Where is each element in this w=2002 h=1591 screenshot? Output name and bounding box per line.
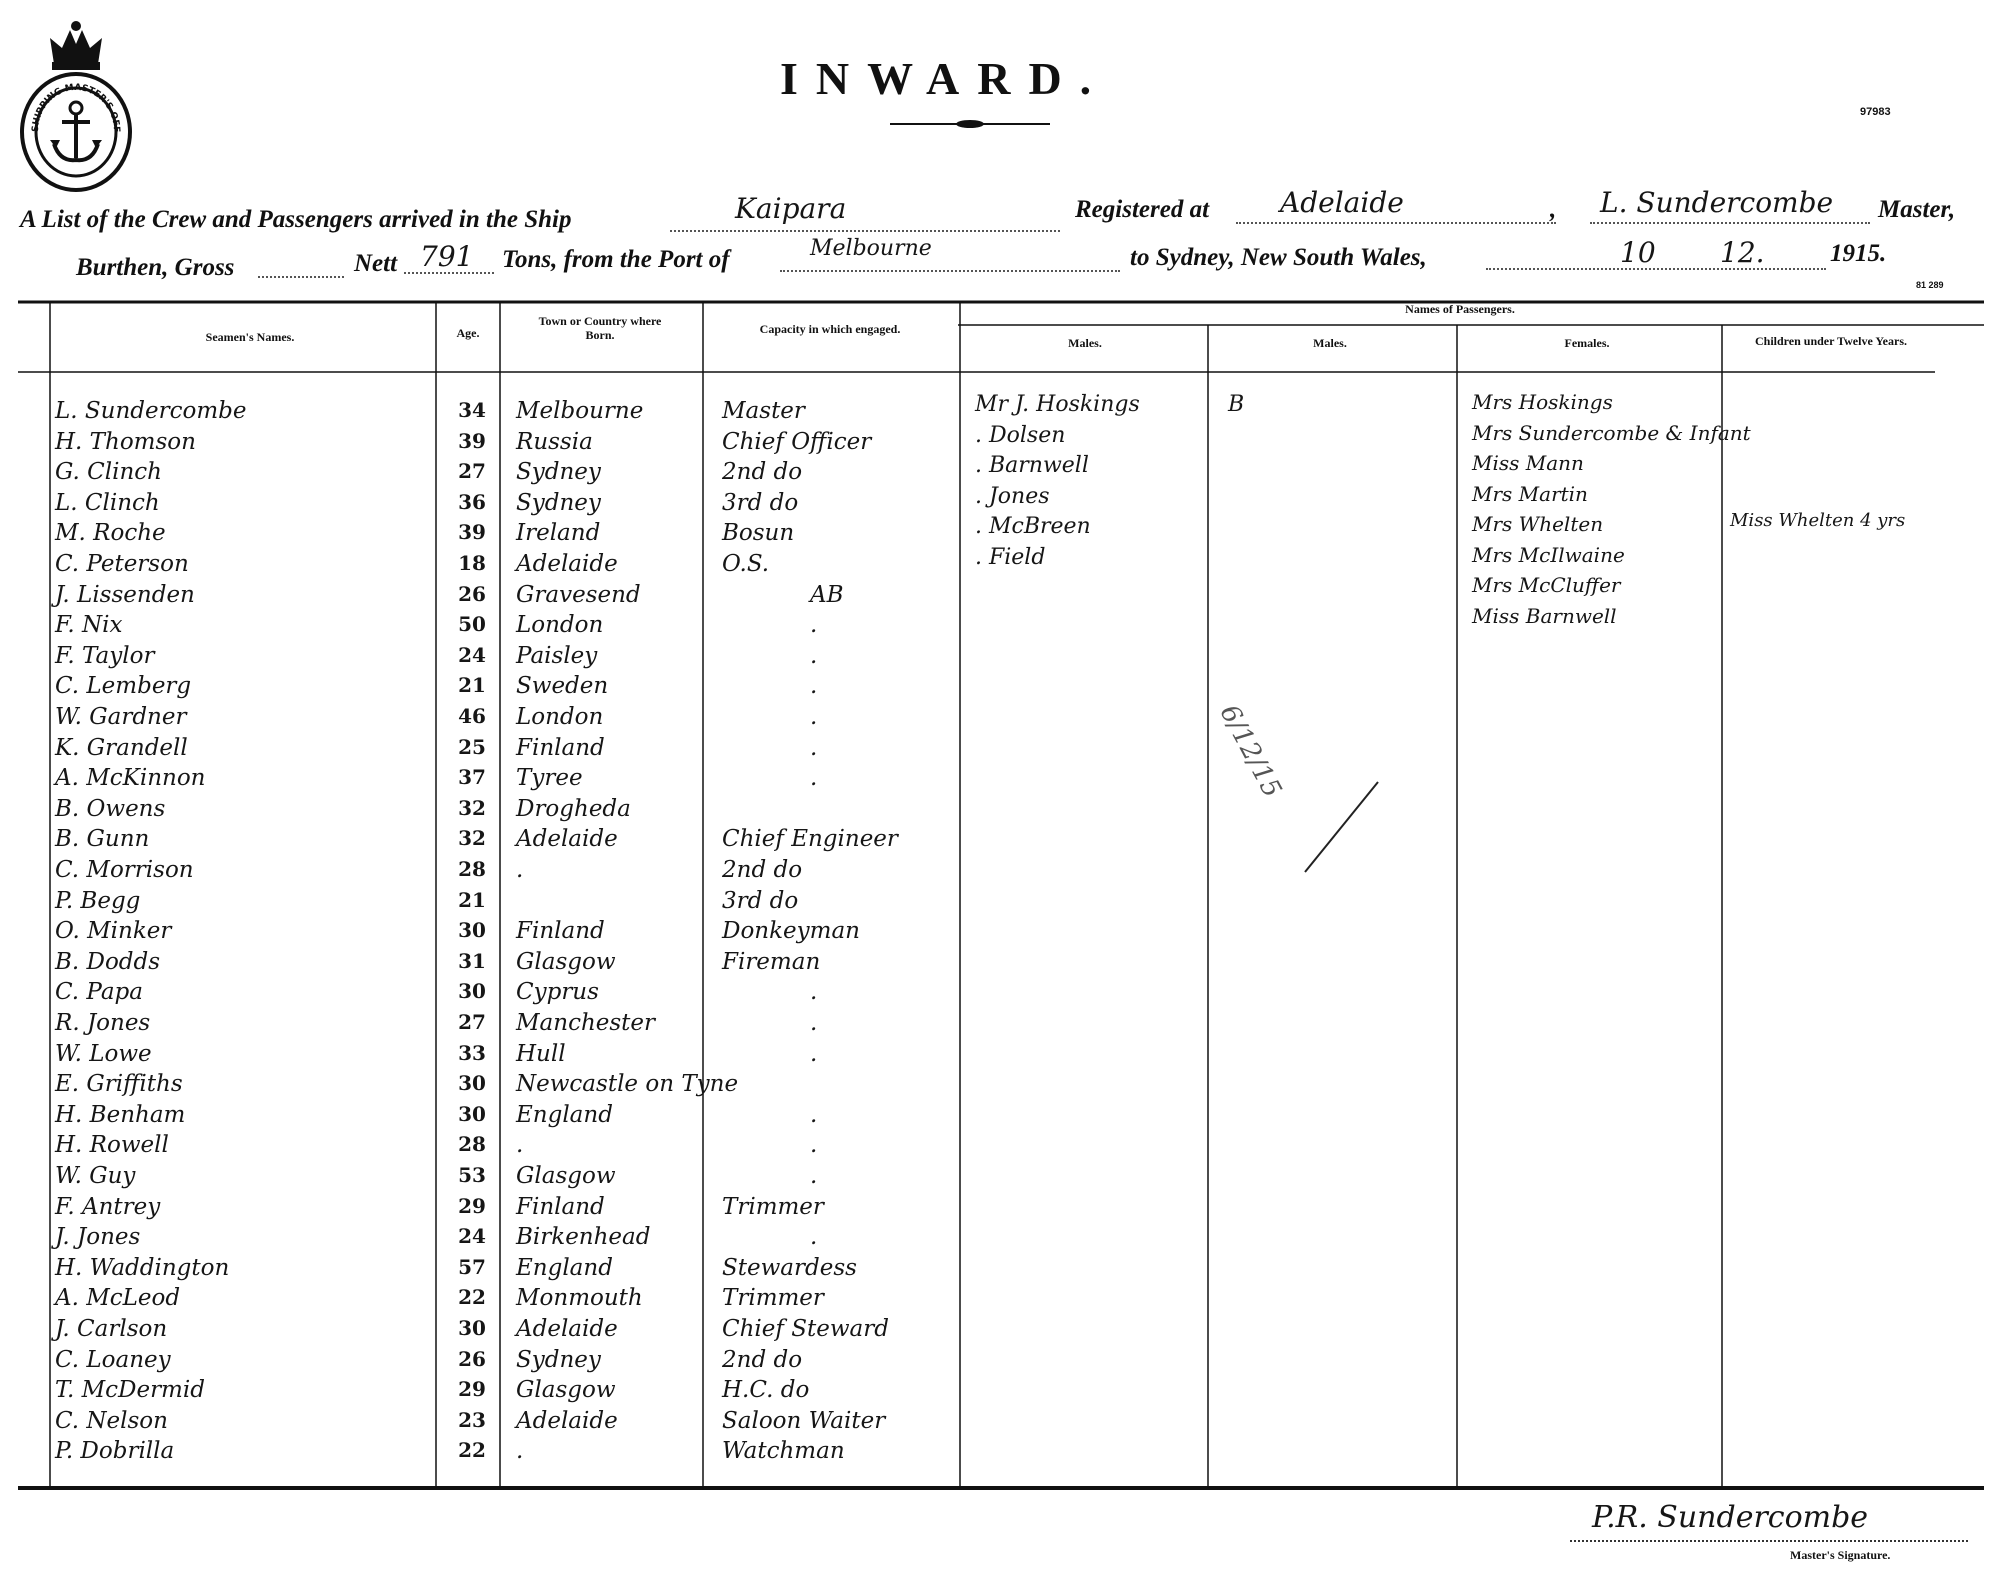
signature-line: [1570, 1540, 1968, 1542]
crew-name: R. Jones: [55, 1010, 151, 1036]
crew-capacity: Fireman: [722, 948, 821, 975]
passenger-male: . Dolsen: [975, 422, 1066, 448]
crew-row: [0, 1102, 2002, 1133]
passenger-child: Miss Whelten 4 yrs: [1730, 510, 1906, 531]
crew-name: A. McKinnon: [55, 765, 206, 792]
crew-row: [0, 1132, 2002, 1163]
crew-name: H. Thomson: [55, 428, 196, 455]
crew-age: 21: [458, 673, 486, 698]
crew-birthplace: London: [516, 704, 604, 730]
crew-birthplace: Sweden: [516, 673, 609, 700]
passenger-male: Mr J. Hoskings: [975, 392, 1140, 417]
crew-name: H. Waddington: [55, 1254, 230, 1281]
crew-row: [0, 1316, 2002, 1347]
col-head-capacity: Capacity in which engaged.: [759, 322, 901, 336]
crew-row: [0, 673, 2002, 704]
crew-age: 26: [458, 1346, 486, 1371]
crew-row: [0, 1194, 2002, 1225]
crew-capacity: .: [810, 1163, 818, 1189]
crew-age: 24: [458, 642, 486, 667]
crew-name: C. Loaney: [55, 1346, 171, 1373]
crew-age: 34: [458, 398, 486, 422]
crew-birthplace: Glasgow: [516, 1377, 616, 1404]
crew-row: [0, 796, 2002, 827]
comma-1: ,: [1550, 196, 1557, 223]
crew-birthplace: London: [516, 612, 604, 639]
crew-row: [0, 1408, 2002, 1439]
crew-capacity: Chief Officer: [722, 428, 872, 455]
crew-name: F. Taylor: [55, 642, 155, 669]
crew-age: 22: [458, 1438, 486, 1463]
crew-row: [0, 704, 2002, 735]
crew-birthplace: Cyprus: [516, 979, 599, 1006]
passenger-female: Mrs Sundercombe & Infant: [1472, 420, 1751, 445]
crew-capacity: 2nd do: [722, 459, 803, 486]
crew-row: [0, 1255, 2002, 1286]
crew-row: [0, 612, 2002, 643]
crew-capacity: .: [810, 734, 818, 761]
crew-row: [0, 1041, 2002, 1072]
crew-age: 30: [458, 918, 486, 943]
crew-row: [0, 1163, 2002, 1194]
crew-birthplace: Drogheda: [516, 795, 631, 822]
crew-age: 22: [458, 1285, 486, 1310]
crew-row: [0, 1071, 2002, 1102]
crew-row: [0, 582, 2002, 613]
col-head-males-2: Males.: [1313, 336, 1347, 350]
crew-row: [0, 888, 2002, 919]
crew-name: J. Lissenden: [55, 581, 195, 608]
crew-age: 33: [458, 1040, 486, 1065]
passenger-female: Mrs Hoskings: [1472, 390, 1613, 414]
crew-name: C. Papa: [55, 979, 143, 1006]
crew-name: C. Peterson: [55, 551, 189, 577]
date-day: 10: [1620, 236, 1656, 269]
crew-age: 29: [458, 1377, 486, 1402]
crew-name: W. Gardner: [55, 704, 187, 730]
crew-name: H. Rowell: [55, 1132, 169, 1159]
crew-birthplace: England: [516, 1101, 613, 1128]
passenger-male: . McBreen: [975, 514, 1091, 539]
crew-age: 53: [458, 1163, 486, 1187]
crew-capacity: Saloon Waiter: [722, 1407, 886, 1434]
crew-row: [0, 857, 2002, 888]
passenger-female: Mrs Martin: [1472, 481, 1588, 506]
crew-name: J. Jones: [55, 1224, 141, 1251]
passenger-male: . Barnwell: [975, 453, 1089, 478]
crew-age: 27: [458, 1010, 486, 1034]
crew-age: 21: [458, 887, 486, 912]
crew-birthplace: Paisley: [516, 642, 598, 669]
crew-birthplace: Adelaide: [516, 826, 618, 853]
col-head-town: Town or Country where Born.: [538, 314, 662, 342]
crew-name: C. Lemberg: [55, 673, 192, 700]
crew-name: C. Morrison: [55, 857, 194, 883]
crew-capacity: Chief Steward: [722, 1316, 889, 1342]
passenger-female: Miss Barnwell: [1472, 603, 1617, 628]
crew-capacity: O.S.: [722, 551, 770, 577]
form-number: 81 289: [1916, 280, 1944, 290]
crew-birthplace: Finland: [516, 734, 605, 761]
crew-birthplace: England: [516, 1254, 613, 1281]
crew-birthplace: Adelaide: [516, 1407, 618, 1434]
crew-age: 23: [458, 1407, 486, 1432]
passenger-male: B: [1228, 392, 1245, 417]
crew-birthplace: Gravesend: [516, 581, 641, 608]
crew-capacity: .: [810, 1010, 818, 1036]
registered-label: Registered at: [1075, 196, 1210, 223]
master-signature: P.R. Sundercombe: [1592, 1500, 1869, 1535]
page-title: INWARD.: [780, 53, 1110, 104]
crew-age: 32: [458, 826, 486, 851]
crew-age: 50: [458, 612, 486, 637]
crew-birthplace: Newcastle on Tyne: [516, 1071, 739, 1098]
crew-name: A. McLeod: [55, 1285, 181, 1312]
crew-capacity: .: [810, 704, 818, 730]
crew-birthplace: Melbourne: [516, 398, 644, 424]
burthen-label: Burthen, Gross: [76, 254, 235, 281]
crew-capacity: .: [810, 979, 818, 1006]
crew-capacity: Trimmer: [722, 1285, 824, 1312]
crew-name: B. Owens: [55, 795, 166, 822]
crew-age: 46: [458, 704, 486, 728]
crew-age: 39: [458, 428, 486, 453]
crew-name: W. Lowe: [55, 1040, 152, 1067]
crew-age: 27: [458, 459, 486, 484]
crew-capacity: .: [810, 1040, 818, 1067]
margin-note: 6/12/15: [1213, 700, 1288, 803]
crew-age: 28: [458, 1132, 486, 1157]
crew-name: L. Sundercombe: [55, 398, 247, 424]
col-head-names: Seamen's Names.: [205, 330, 295, 344]
from-port: Melbourne: [810, 236, 932, 261]
date-year: 1915.: [1830, 240, 1887, 267]
crew-age: 18: [458, 551, 486, 575]
crew-row: [0, 826, 2002, 857]
crew-row: [0, 765, 2002, 796]
crew-birthplace: Finland: [516, 1193, 605, 1220]
tons-label: Tons, from the Port of: [502, 246, 730, 273]
crew-name: P. Dobrilla: [55, 1438, 175, 1465]
crew-name: E. Griffiths: [55, 1071, 183, 1098]
col-head-passengers: Names of Passengers.: [1405, 302, 1515, 316]
date-month: 12.: [1720, 236, 1765, 269]
registered-port: Adelaide: [1280, 186, 1404, 219]
crew-name: H. Benham: [55, 1101, 186, 1128]
crew-row: [0, 918, 2002, 949]
crew-row: [0, 643, 2002, 674]
crew-name: W. Guy: [55, 1163, 136, 1189]
crew-capacity: 3rd do: [722, 887, 799, 914]
crew-age: 57: [458, 1254, 486, 1279]
crew-birthplace: Russia: [516, 428, 593, 455]
header-line-1-prefix: A List of the Crew and Passengers arrived in the Ship: [20, 206, 572, 233]
crew-birthplace: Hull: [516, 1040, 566, 1067]
crew-capacity: .: [810, 642, 818, 669]
passenger-female: Mrs McCluffer: [1472, 573, 1621, 597]
crew-name: C. Nelson: [55, 1407, 168, 1434]
crew-row: [0, 735, 2002, 766]
crew-age: 31: [458, 948, 486, 973]
crew-age: 37: [458, 765, 486, 790]
crew-birthplace: Sydney: [516, 489, 601, 516]
crew-capacity: .: [810, 612, 818, 639]
crew-birthplace: Adelaide: [516, 1316, 618, 1342]
crew-capacity: .: [810, 765, 818, 792]
passenger-female: Miss Mann: [1472, 451, 1584, 475]
svg-text:SHIPPING MASTER'S OFFICE: SHIPPING MASTER'S OFF: [30, 82, 122, 133]
crew-name: T. McDermid: [55, 1377, 205, 1404]
col-head-females: Females.: [1564, 336, 1610, 350]
crew-capacity: Donkeyman: [722, 918, 860, 945]
crew-name: L. Clinch: [55, 489, 160, 516]
crew-name: B. Dodds: [55, 948, 161, 975]
crew-row: [0, 1010, 2002, 1041]
destination-label: to Sydney, New South Wales,: [1130, 244, 1427, 271]
crew-birthplace: Ireland: [516, 520, 601, 547]
col-head-males-1: Males.: [1068, 336, 1102, 350]
passenger-female: Mrs Whelten: [1472, 512, 1604, 536]
crew-birthplace: Monmouth: [516, 1285, 643, 1312]
crew-birthplace: Sydney: [516, 1346, 601, 1373]
nett-label: Nett: [354, 250, 398, 277]
crew-capacity: Master: [722, 398, 805, 424]
crew-age: 30: [458, 1101, 486, 1126]
crew-name: M. Roche: [55, 520, 166, 547]
crew-age: 29: [458, 1193, 486, 1218]
crew-birthplace: Glasgow: [516, 1163, 616, 1189]
nett-tons: 791: [420, 240, 474, 273]
crew-row: [0, 979, 2002, 1010]
signature-caption: Master's Signature.: [1790, 1548, 1891, 1562]
crew-capacity: .: [810, 1132, 818, 1159]
crew-capacity: Watchman: [722, 1438, 845, 1465]
crew-capacity: 3rd do: [722, 489, 799, 516]
document-number: 97983: [1860, 106, 1891, 118]
crew-name: F. Nix: [55, 612, 123, 639]
crew-birthplace: Finland: [516, 918, 605, 945]
crew-name: J. Carlson: [55, 1316, 168, 1342]
ship-name: Kaipara: [735, 192, 847, 225]
crew-capacity: AB: [810, 581, 844, 608]
passenger-female: Mrs McIlwaine: [1472, 542, 1625, 567]
crew-capacity: 2nd do: [722, 1346, 803, 1373]
crew-birthplace: Birkenhead: [516, 1224, 651, 1251]
passenger-male: . Jones: [975, 483, 1050, 509]
crew-birthplace: Sydney: [516, 459, 601, 486]
passenger-male: . Field: [975, 544, 1046, 570]
crew-capacity: Stewardess: [722, 1254, 857, 1281]
crew-name: K. Grandell: [55, 734, 188, 761]
col-head-children: Children under Twelve Years.: [1754, 334, 1907, 348]
crew-age: 30: [458, 979, 486, 1004]
master-name: L. Sundercombe: [1600, 186, 1834, 219]
crew-birthplace: Adelaide: [516, 551, 618, 577]
crew-birthplace: Glasgow: [516, 948, 616, 975]
crew-capacity: .: [810, 1101, 818, 1128]
crew-name: F. Antrey: [55, 1193, 161, 1220]
crew-row: [0, 1377, 2002, 1408]
crew-capacity: .: [810, 673, 818, 700]
crew-birthplace: .: [516, 1438, 524, 1465]
crew-birthplace: .: [516, 1132, 524, 1159]
crew-capacity: Trimmer: [722, 1193, 824, 1220]
master-label: Master,: [1878, 196, 1956, 223]
col-head-age: Age.: [456, 326, 480, 340]
crew-capacity: .: [810, 1224, 818, 1251]
crew-row: [0, 1224, 2002, 1255]
crew-row: [0, 1347, 2002, 1378]
crew-name: B. Gunn: [55, 826, 150, 853]
crew-age: 36: [458, 489, 486, 514]
crew-name: O. Minker: [55, 918, 172, 945]
crew-name: P. Begg: [55, 887, 141, 914]
crew-age: 32: [458, 795, 486, 820]
crew-age: 39: [458, 520, 486, 545]
crew-birthplace: .: [516, 857, 524, 883]
crew-birthplace: Manchester: [516, 1010, 656, 1036]
crew-capacity: 2nd do: [722, 857, 803, 883]
crew-age: 30: [458, 1071, 486, 1096]
crew-row: [0, 949, 2002, 980]
crew-capacity: Chief Engineer: [722, 826, 898, 853]
crew-row: [0, 1438, 2002, 1469]
crew-row: [0, 1285, 2002, 1316]
crew-age: 26: [458, 581, 486, 606]
crew-age: 25: [458, 734, 486, 759]
crew-name: G. Clinch: [55, 459, 162, 486]
crew-capacity: Bosun: [722, 520, 795, 547]
crew-age: 28: [458, 857, 486, 881]
crew-capacity: H.C. do: [722, 1377, 810, 1404]
crew-age: 24: [458, 1224, 486, 1249]
crew-age: 30: [458, 1316, 486, 1340]
crew-birthplace: Tyree: [516, 765, 583, 792]
